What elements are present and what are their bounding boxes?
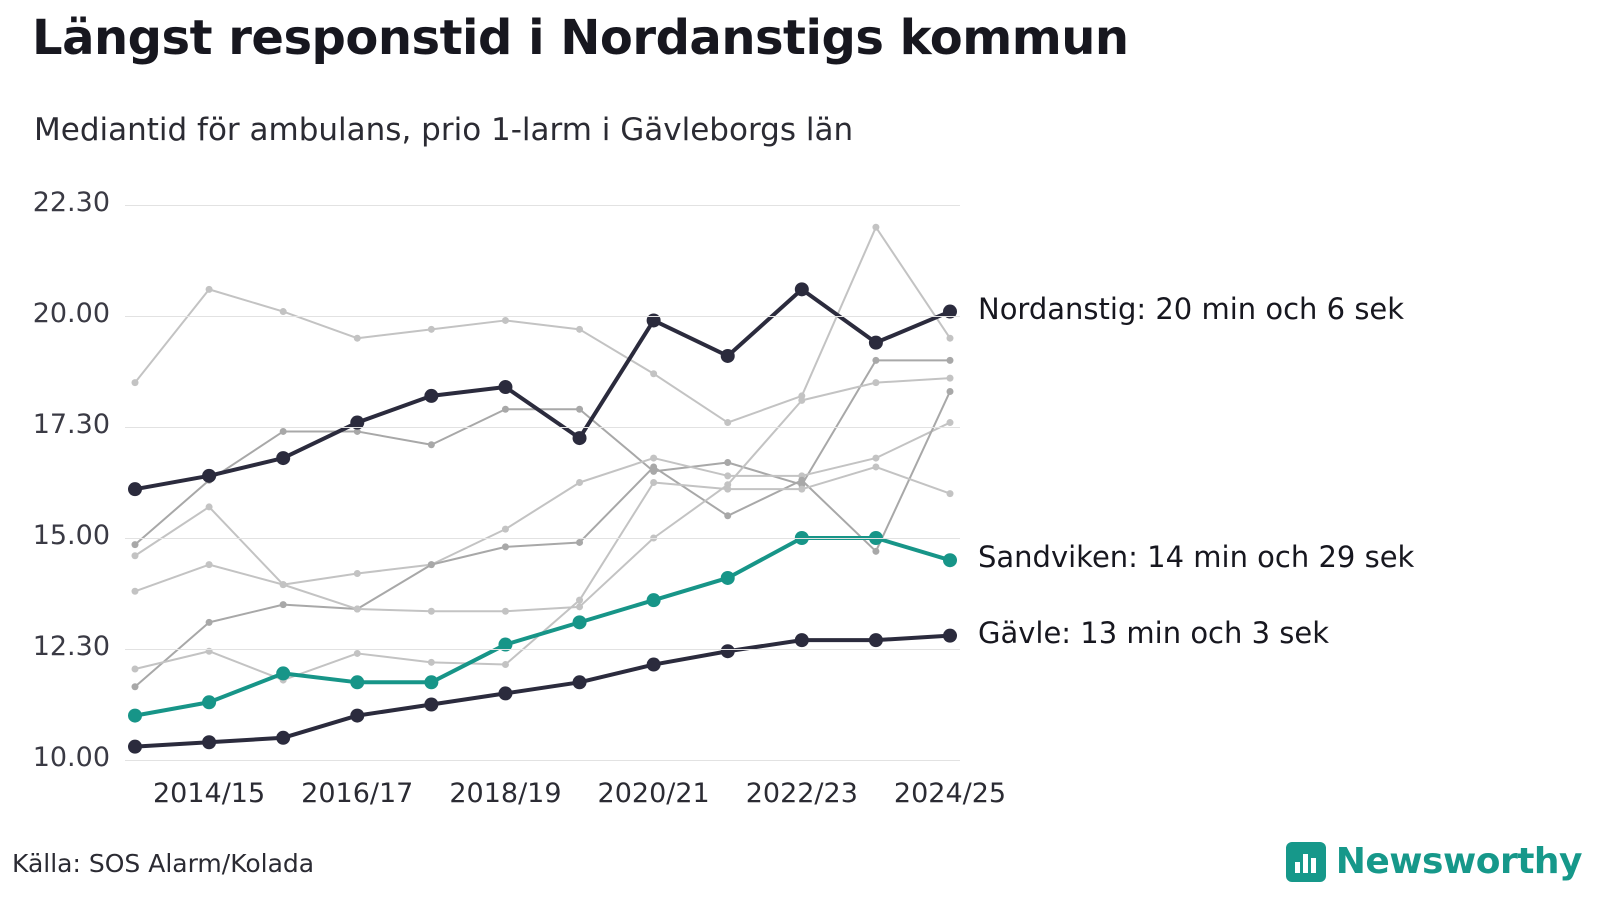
data-point [206, 286, 213, 293]
data-point [724, 512, 731, 519]
data-point [798, 486, 805, 493]
data-point [206, 619, 213, 626]
data-point [424, 698, 438, 712]
chart-lines [125, 205, 960, 760]
y-axis-tick-label: 17.30 [32, 409, 110, 440]
data-point [354, 606, 361, 613]
data-point [354, 570, 361, 577]
data-point [869, 633, 883, 647]
data-point [502, 543, 509, 550]
data-point [947, 419, 954, 426]
data-point [276, 731, 290, 745]
data-point [354, 650, 361, 657]
data-point [428, 659, 435, 666]
data-point [132, 683, 139, 690]
data-point [947, 375, 954, 382]
x-axis-tick-label: 2022/23 [745, 778, 858, 809]
series-end-label: Nordanstig: 20 min och 6 sek [978, 291, 1405, 326]
brand-logo [1286, 841, 1582, 882]
gridline [125, 427, 960, 428]
y-axis-tick-label: 20.00 [32, 298, 110, 329]
gridline [125, 205, 960, 206]
x-axis-tick-label: 2020/21 [597, 778, 710, 809]
chart-plot-area [125, 205, 960, 760]
data-point [280, 601, 287, 608]
data-point [650, 479, 657, 486]
data-point [502, 608, 509, 615]
data-point [132, 541, 139, 548]
data-point [573, 615, 587, 629]
data-point [869, 336, 883, 350]
data-point [428, 608, 435, 615]
data-point [721, 644, 735, 658]
data-point [724, 472, 731, 479]
data-point [647, 593, 661, 607]
data-point [502, 661, 509, 668]
series-end-label: Gävle: 13 min och 3 sek [978, 615, 1330, 650]
series-line [135, 289, 950, 489]
y-axis-tick-label: 10.00 [32, 742, 110, 773]
brand-name: Newsworthy [1335, 841, 1582, 882]
data-point [576, 603, 583, 610]
data-point [576, 479, 583, 486]
data-point [132, 588, 139, 595]
data-point [354, 335, 361, 342]
data-point [576, 539, 583, 546]
chart-container [0, 170, 1600, 820]
data-point [798, 397, 805, 404]
data-point [947, 490, 954, 497]
data-point [132, 552, 139, 559]
data-point [795, 282, 809, 296]
data-point [350, 675, 364, 689]
x-axis-tick-label: 2014/15 [152, 778, 266, 809]
data-point [128, 482, 142, 496]
chart-subtitle: Mediantid för ambulans, prio 1-larm i Gävleborgs län [34, 112, 854, 148]
data-point [498, 686, 512, 700]
data-point [428, 326, 435, 333]
data-point [276, 666, 290, 680]
x-axis-tick-label: 2018/19 [449, 778, 562, 809]
y-axis-tick-label: 12.30 [32, 631, 110, 662]
data-point [943, 553, 957, 567]
data-point [280, 581, 287, 588]
data-point [202, 695, 216, 709]
y-axis-tick-label: 15.00 [32, 520, 110, 551]
data-point [276, 451, 290, 465]
data-point [650, 370, 657, 377]
data-point [428, 441, 435, 448]
data-point [498, 380, 512, 394]
data-point [128, 740, 142, 754]
x-axis-tick-label: 2016/17 [301, 778, 414, 809]
data-point [202, 735, 216, 749]
data-point [202, 469, 216, 483]
gridline [125, 649, 960, 650]
data-point [947, 335, 954, 342]
data-point [206, 561, 213, 568]
data-point [724, 486, 731, 493]
data-point [206, 503, 213, 510]
data-point [502, 406, 509, 413]
data-point [132, 379, 139, 386]
x-axis-tick-label: 2024/25 [893, 778, 1007, 809]
data-point [128, 709, 142, 723]
data-point [576, 406, 583, 413]
data-point [650, 463, 657, 470]
data-point [872, 379, 879, 386]
series-line [135, 636, 950, 747]
data-point [943, 629, 957, 643]
series-end-label: Sandviken: 14 min och 29 sek [978, 540, 1415, 575]
data-point [576, 326, 583, 333]
bar-chart-logo-icon [1286, 842, 1326, 882]
data-point [872, 463, 879, 470]
data-point [872, 548, 879, 555]
data-point [573, 675, 587, 689]
gridline [125, 538, 960, 539]
data-point [721, 571, 735, 585]
data-point [872, 455, 879, 462]
data-point [947, 357, 954, 364]
data-point [795, 633, 809, 647]
data-point [424, 675, 438, 689]
data-point [721, 349, 735, 363]
series-line [135, 423, 950, 585]
data-point [872, 224, 879, 231]
data-point [132, 665, 139, 672]
data-point [724, 419, 731, 426]
data-point [428, 561, 435, 568]
data-point [947, 388, 954, 395]
data-point [502, 317, 509, 324]
data-point [502, 526, 509, 533]
data-point [872, 357, 879, 364]
data-point [280, 428, 287, 435]
chart-source: Källa: SOS Alarm/Kolada [12, 849, 315, 878]
data-point [424, 389, 438, 403]
data-point [573, 431, 587, 445]
y-axis-tick-label: 22.30 [32, 187, 110, 218]
page-title: Längst responstid i Nordanstigs kommun [32, 10, 1129, 66]
data-point [576, 597, 583, 604]
series-line [135, 360, 950, 544]
data-point [650, 455, 657, 462]
gridline [125, 760, 960, 761]
data-point [280, 308, 287, 315]
gridline [125, 316, 960, 317]
data-point [647, 658, 661, 672]
data-point [350, 709, 364, 723]
data-point [798, 477, 805, 484]
data-point [724, 459, 731, 466]
